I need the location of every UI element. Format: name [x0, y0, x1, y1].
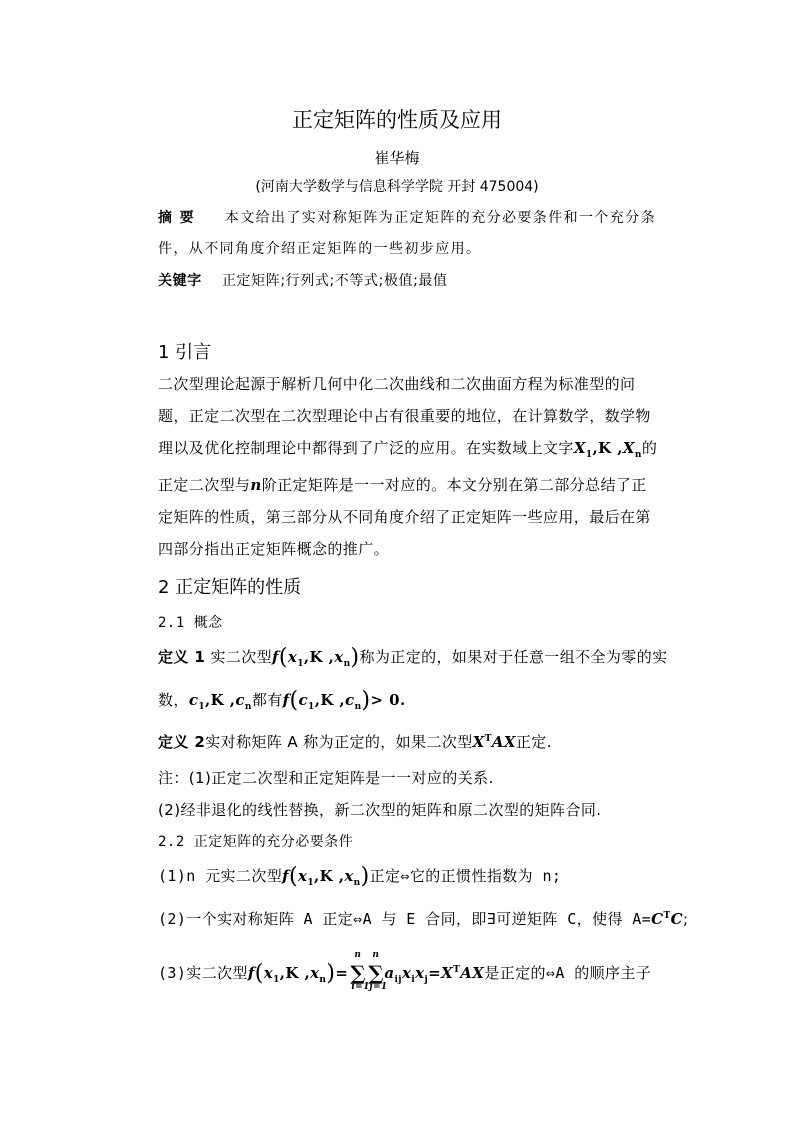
intro-line-4-text: 正定二次型与 — [158, 476, 251, 494]
note-2: (2)经非退化的线性替换，新二次型的矩阵和原二次型的矩阵合同. — [158, 801, 602, 819]
definition-1-label: 定义 1 — [158, 648, 206, 666]
math-f-c-gt-0: $f(c_1,K$ $,c_n)> 0$. — [282, 688, 406, 713]
keywords-line — [158, 270, 448, 290]
definition-2-label: 定义 2 — [158, 733, 206, 751]
section-2-heading: 2 正定矩阵的性质 — [158, 577, 302, 598]
condition-1-prefix: (1)n 元实二次型 — [158, 867, 283, 885]
intro-line-3 — [158, 437, 657, 460]
subsection-2-1: 2.1 概念 — [158, 615, 223, 631]
definition-1-text-b: 称为正定的，如果对于任意一组不全为零的实 — [359, 648, 668, 666]
condition-2 — [158, 908, 688, 929]
condition-2-end: ; — [682, 910, 689, 928]
keywords-text: 正定矩阵;行列式;不等式;极值;最值 — [221, 273, 448, 289]
math-f-x: $f(x_1,K$ $,x_n$) — [272, 645, 360, 670]
math-ctc: $C^TC$ — [651, 910, 683, 928]
math-x1-xn: $X_1,K$ $,X_n$ — [573, 439, 642, 460]
page-title: 正定矩阵的性质及应用 — [292, 108, 502, 132]
definition-1-line-2 — [158, 688, 406, 713]
abstract-line-1 — [158, 207, 656, 227]
note-1: 注：(1)正定二次型和正定矩阵是一一对应的关系. — [158, 769, 494, 787]
condition-1 — [158, 864, 561, 889]
section-1-heading: 1 引言 — [158, 342, 212, 363]
abstract-text-1: 本文给出了实对称矩阵为正定矩阵的充分必要条件和一个充分条 — [224, 210, 656, 226]
intro-line-4-end: 阶正定矩阵是一一对应的。本文分别在第二部分总结了正 — [261, 476, 647, 494]
keywords-label: 关键字 — [158, 273, 202, 289]
intro-line-3-end: 的 — [641, 439, 658, 457]
definition-1-line-1 — [158, 645, 668, 670]
definition-1-text-a: 实二次型 — [210, 648, 273, 666]
abstract-label: 摘 要 — [158, 210, 196, 226]
intro-line-4 — [158, 474, 647, 495]
definition-1-text-d: 都有 — [251, 691, 283, 709]
intro-line-5: 定矩阵的性质，第三部分从不同角度介绍了正定矩阵一些应用，最后在第 — [158, 508, 651, 526]
definition-2-text-a: 实对称矩阵 A 称为正定的，如果二次型 — [205, 733, 473, 751]
intro-line-1: 二次型理论起源于解析几何中化二次曲线和二次曲面方程为标准型的问 — [158, 375, 636, 393]
sum-j-symbol: n ∑ j=1 — [368, 950, 388, 992]
math-f-x-cond1: $f(x_1,K$ $,x_n$) — [282, 864, 370, 889]
intro-line-3-text: 理以及优化控制理论中都得到了广泛的应用。在实数域上文字 — [158, 439, 574, 457]
condition-3 — [158, 950, 652, 992]
condition-3-suffix: 是正定的⇔A 的顺序主子 — [484, 964, 652, 982]
abstract-text-2: 件，从不同角度介绍正定矩阵的一些初步应用。 — [158, 241, 482, 257]
condition-1-suffix: 正定⇔它的正惯性指数为 n; — [369, 867, 562, 885]
definition-2 — [158, 731, 552, 752]
math-c1-cn: $c_1,K$ $,c_n$ — [188, 691, 252, 712]
intro-line-2: 题，正定二次型在二次型理论中占有很重要的地位，在计算数学，数学物 — [158, 407, 651, 425]
definition-1-text-c: 数， — [158, 691, 189, 709]
sum-i-symbol: n ∑ i=1 — [350, 950, 370, 992]
affiliation: (河南大学数学与信息科学学院 开封 475004) — [255, 179, 539, 195]
math-quadratic-form: $f(x_1,K$ $,x_n)=$ n ∑ i=1 n ∑ j=1 $a_{ij}x_ix_j=X^TAX$ — [247, 950, 485, 992]
intro-line-6: 四部分指出正定矩阵概念的推广。 — [158, 540, 390, 558]
math-n: n — [250, 476, 262, 494]
author-name: 崔华梅 — [374, 149, 420, 167]
condition-3-prefix: (3)实二次型 — [158, 964, 248, 982]
definition-2-text-b: 正定. — [515, 733, 552, 751]
condition-2-text: (2)一个实对称矩阵 A 正定⇔A 与 E 合同，即∃可逆矩阵 C，使得 A= — [158, 910, 652, 928]
math-xtax: $X^TAX$ — [472, 733, 516, 751]
subsection-2-2: 2.2 正定矩阵的充分必要条件 — [158, 834, 354, 850]
